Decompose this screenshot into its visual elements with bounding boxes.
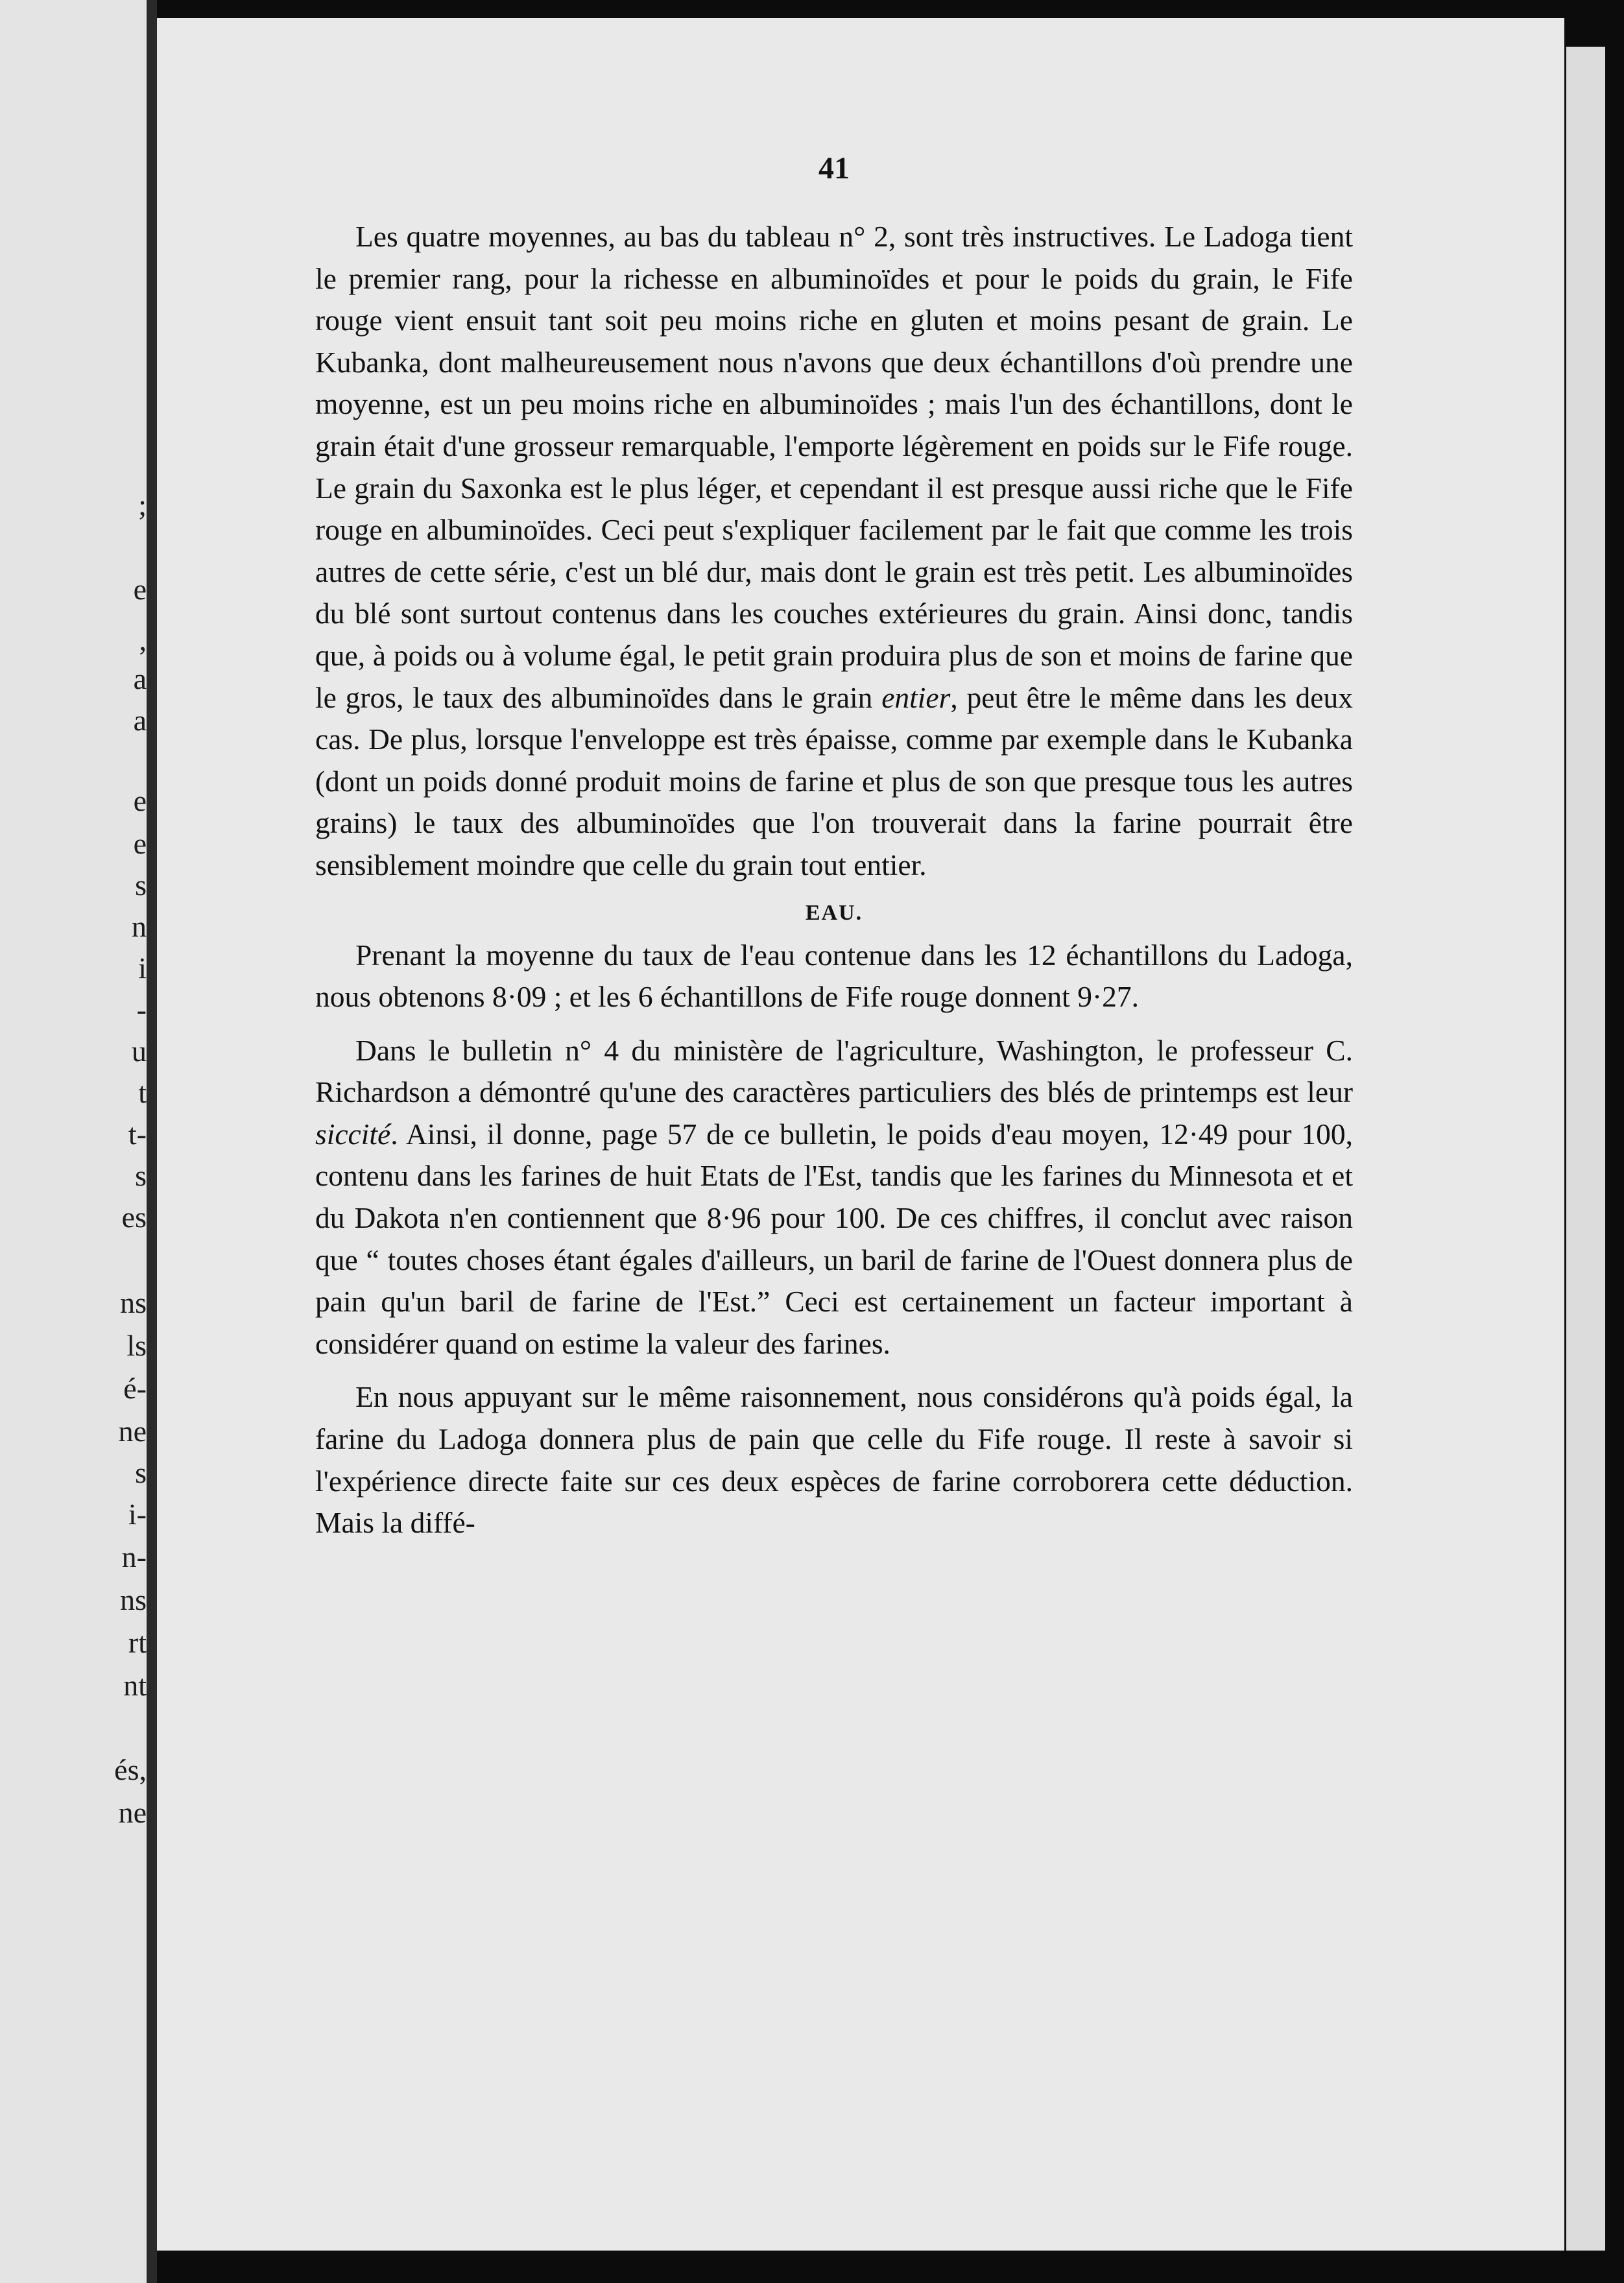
section-heading-eau: EAU. — [805, 900, 863, 925]
fragment: rt — [128, 1626, 147, 1659]
fragment: ns — [120, 1583, 147, 1616]
fragment: u — [132, 1034, 147, 1068]
fragment: a — [133, 704, 147, 737]
fragment: , — [139, 623, 147, 656]
paragraph-raisonnement: En nous appuyant sur le même raisonnement, nous considérons qu'à poids égal, la farine du Ladoga donnera plus de pain que celle du Fife rouge. Il reste à savoir si l'expérience directe faite sur ces deux espèces de farine corroborera cette déduction. Mais la diffé- — [315, 1380, 1353, 1540]
fragment: é- — [123, 1372, 147, 1405]
fragment: t- — [128, 1118, 147, 1151]
fragment: a — [133, 662, 147, 695]
fragment: ls — [126, 1329, 147, 1362]
fragment: s — [135, 1159, 147, 1192]
fragment: n — [132, 910, 147, 943]
page-number: 41 — [818, 151, 850, 185]
paragraph-3-italic: siccité — [315, 1117, 391, 1151]
fragment: i — [138, 951, 147, 985]
fragment: e — [133, 784, 147, 817]
paragraph-bulletin — [315, 1030, 1353, 1365]
fragment: s — [135, 1456, 147, 1489]
paragraph-eau-ladoga: Prenant la moyenne du taux de l'eau contenue dans les 12 échantillons du Ladoga, nous obtenons 8·09 ; et les 6 échantillons de Fife rouge donnent 9·27. — [315, 938, 1353, 1014]
paragraph-3-start: Dans le bulletin n° 4 du ministère de l'agriculture, Washington, le professeur C. Richardson a démontré qu'une des caractères particuliers des blés de printemps est leur — [315, 1033, 1353, 1109]
fragment: nt — [123, 1669, 147, 1702]
fragment: s — [135, 868, 147, 902]
right-page-edge — [1564, 47, 1605, 2251]
fragment: ; — [138, 488, 147, 521]
book-gutter — [147, 0, 157, 2283]
fragment: n- — [121, 1540, 147, 1573]
paragraph-3-end: . Ainsi, il donne, page 57 de ce bulletin, le poids d'eau moyen, 12·49 pour 100, contenu dans les farines de huit Etats de l'Est, tandis que les farines du Minnesota et et du Dakota n'en contiennent que 8·96 pour 100. De ces chiffres, il conclut avec raison que “ toutes choses étant égales d'ailleurs, un baril de farine de l'Ouest donnera plus de pain qu'un baril de farine de l'Est.” Ceci est certainement un facteur important à considérer quand on estime la valeur des farines. — [315, 1117, 1353, 1360]
fragment: t — [138, 1076, 147, 1109]
fragment: ns — [120, 1286, 147, 1319]
fragment: és, — [114, 1753, 147, 1786]
page-content — [315, 150, 1353, 1544]
fragment: ne — [118, 1415, 147, 1448]
paragraph-1-italic: entier — [881, 680, 951, 714]
fragment: ne — [118, 1796, 147, 1829]
fragment: es — [121, 1201, 147, 1234]
fragment: i- — [128, 1498, 147, 1531]
fragment: - — [136, 993, 147, 1026]
fragment: e — [133, 827, 147, 860]
paragraph-1-end: , peut être le même dans les deux cas. De plus, lorsque l'enveloppe est très épaisse, comme par exemple dans le Kubanka (dont un poids donné produit moins de farine et plus de son que presque tous les autres grains) le taux des albuminoïdes que l'on trouverait dans la farine pourrait être sensiblement moindre que celle du grain tout entier. — [315, 680, 1354, 881]
paragraph-1-text: Les quatre moyennes, au bas du tableau n° 2, sont très instructives. Le Ladoga tient le premier rang, pour la richesse en albuminoïdes et pour le poids du grain, le Fife rouge vient ensuit tant soit peu moins riche en gluten et moins pesant de grain. Le Kubanka, dont malheureusement nous n'avons que deux échantillons d'où prendre une moyenne, est un peu moins riche en albuminoïdes ; mais l'un des échantillons, dont le grain était d'une grosseur remarquable, l'emporte légèrement en poids sur le Fife rouge. Le grain du Saxonka est le plus léger, et cependant il est presque aussi riche que le Fife rouge en albuminoïdes. Ceci peut s'expliquer facilement par le fait que comme les trois autres de cette série, c'est un blé dur, mais dont le grain est très petit. Les albuminoïdes du blé sont surtout contenus dans les couches extérieures du grain. Ainsi donc, tandis que, à poids ou à volume égal, le petit grain produira plus de son et moins de farine que le gros, le taux des albuminoïdes dans le grain — [315, 220, 1353, 714]
paragraph-moyennes — [315, 216, 1353, 887]
left-page-text-fragments — [0, 0, 147, 2283]
fragment: e — [133, 573, 147, 606]
